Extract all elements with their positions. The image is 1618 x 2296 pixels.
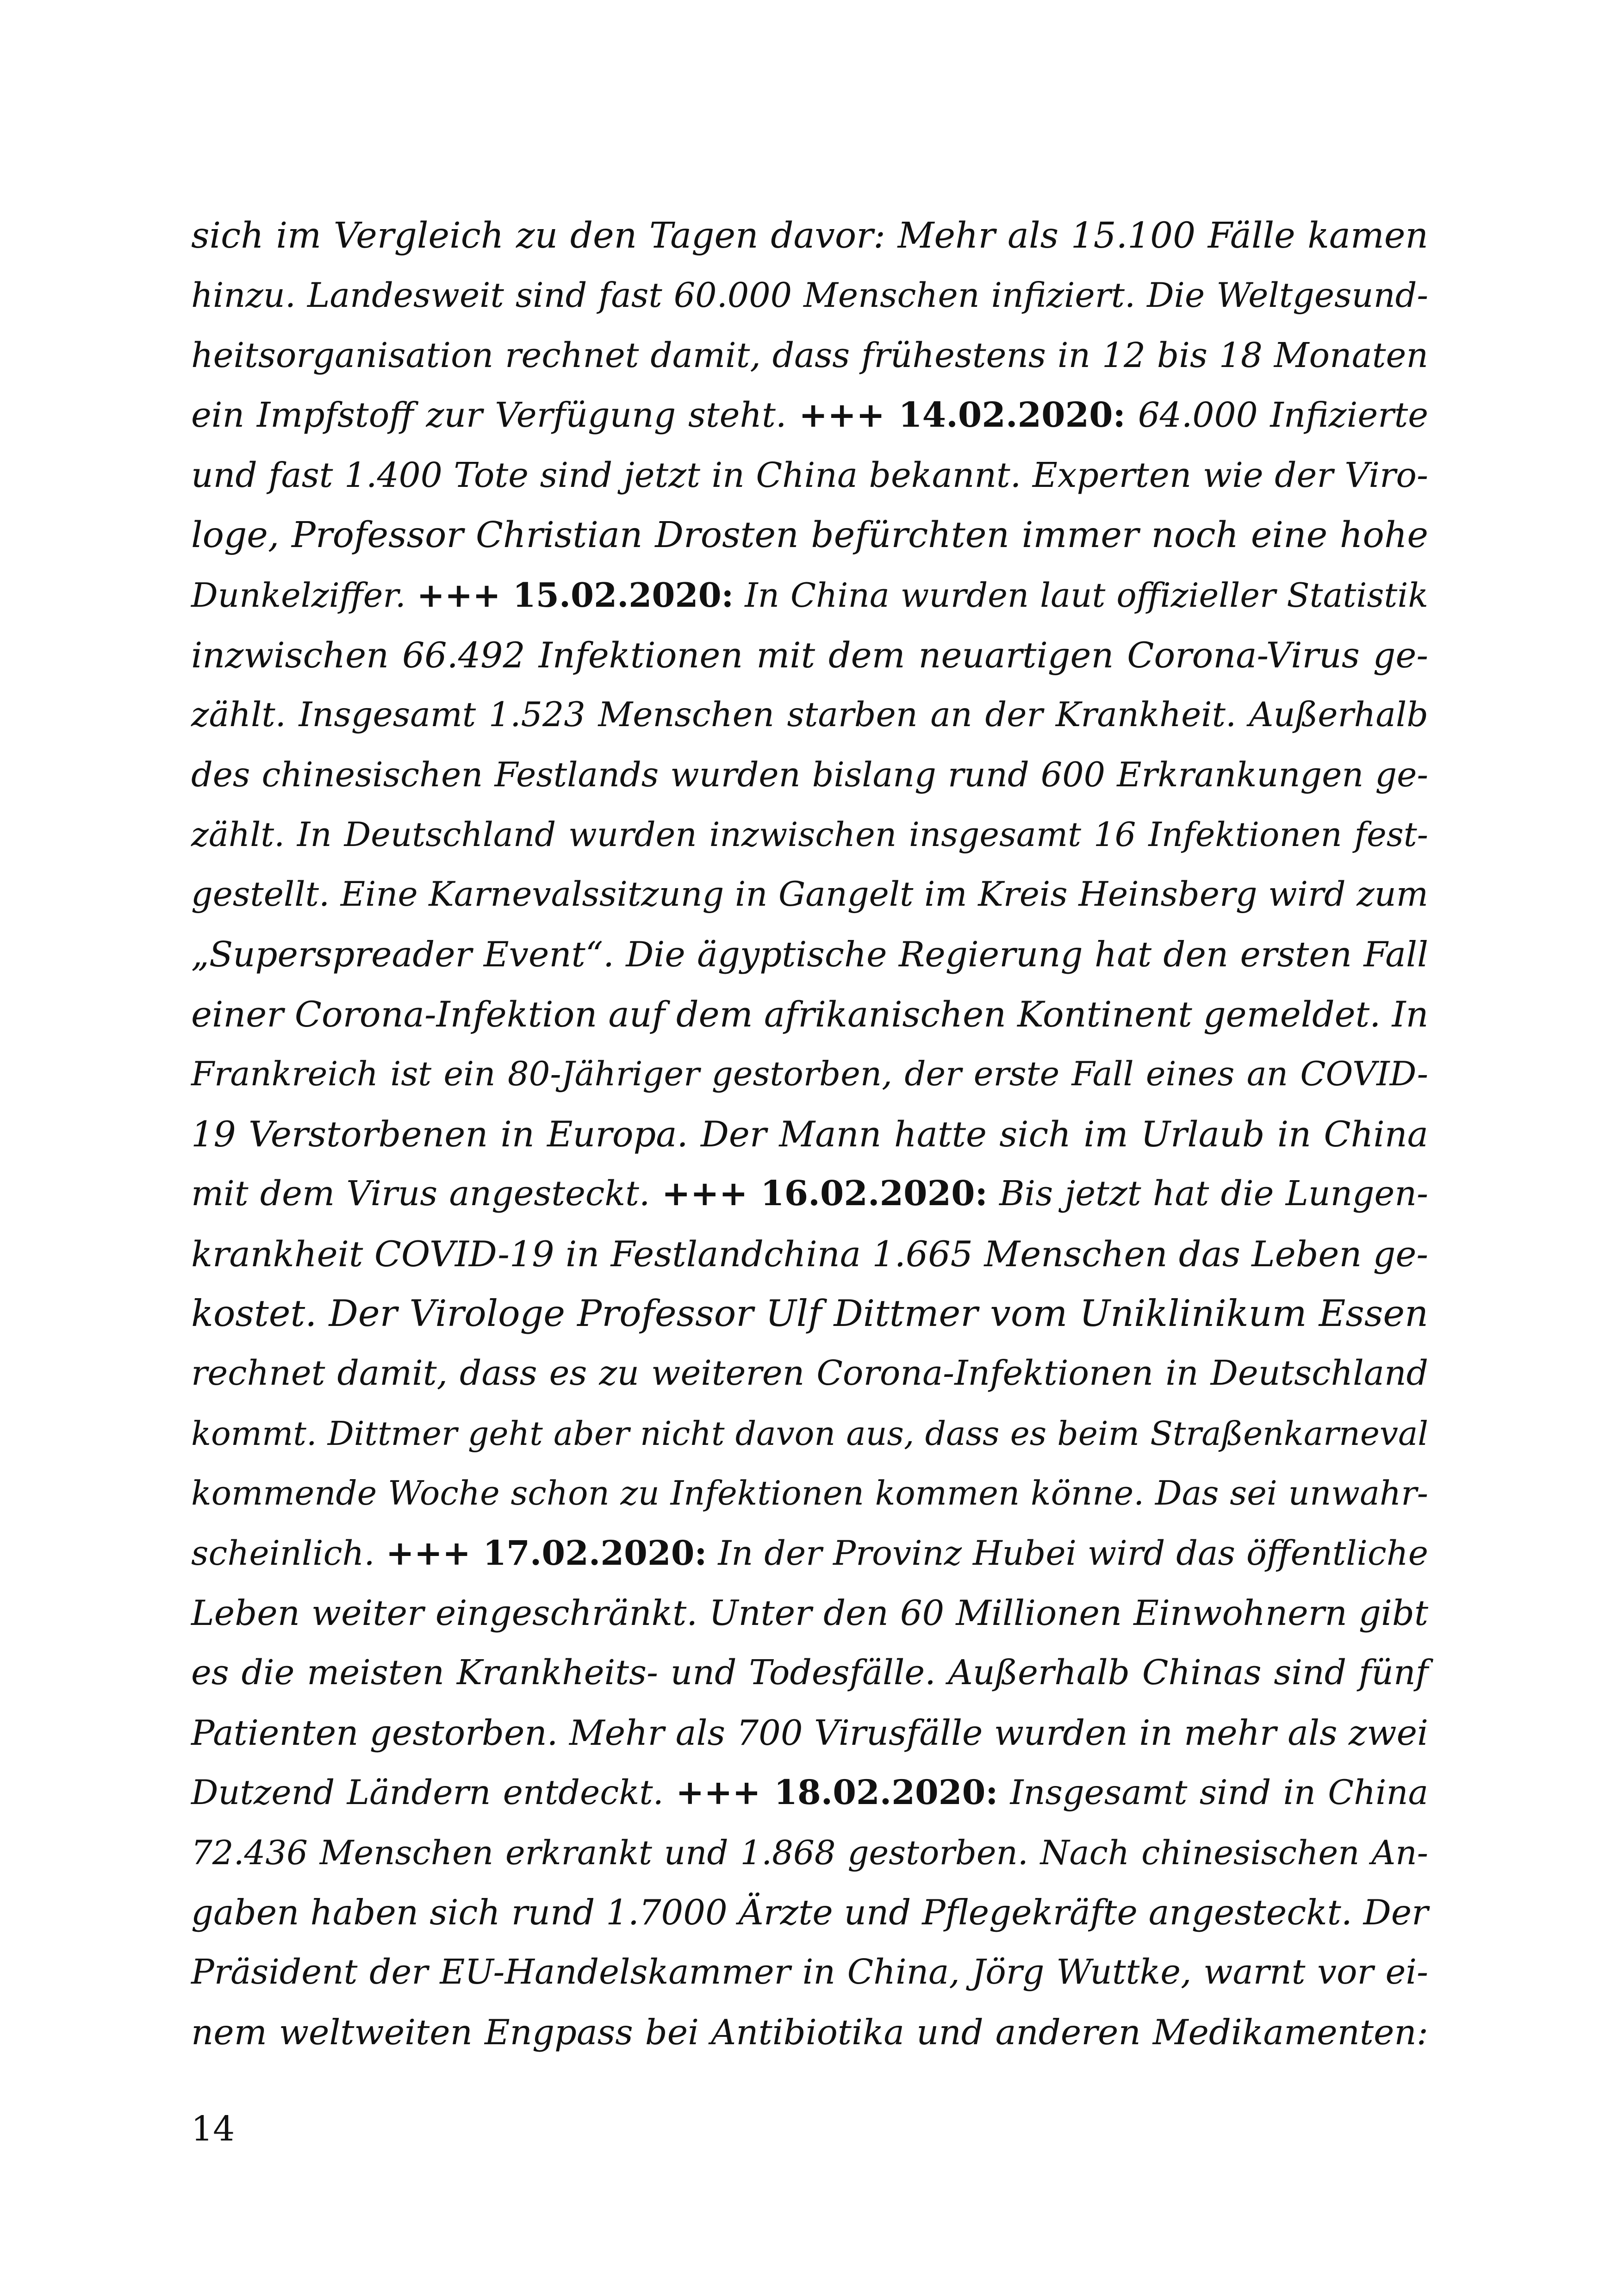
text-line xyxy=(191,1164,1428,1224)
text-line xyxy=(191,805,1428,865)
text-line xyxy=(191,266,1428,325)
text-segment: In China wurden laut offizieller Statistik xyxy=(734,576,1428,615)
date-marker: +++ 15.02.2020: xyxy=(417,575,734,615)
text-segment: hinzu. Landesweit sind fast 60.000 Menschen infiziert. Die Weltgesund- xyxy=(191,276,1428,316)
text-segment: ein Impfstoff zur Verfügung steht. xyxy=(191,395,799,436)
text-segment: und fast 1.400 Tote sind jetzt in China bekannt. Experten wie der Viro- xyxy=(191,455,1428,495)
text-segment: kostet. Der Virologe Professor Ulf Dittmer vom Uniklinikum Essen xyxy=(191,1292,1428,1335)
text-line xyxy=(191,1703,1428,1763)
text-segment: zählt. Insgesamt 1.523 Menschen starben an der Krankheit. Außerhalb xyxy=(191,695,1428,735)
text-segment: 19 Verstorbenen in Europa. Der Mann hatte sich im Urlaub in China xyxy=(191,1113,1428,1155)
text-line xyxy=(191,386,1428,445)
text-line xyxy=(191,505,1428,565)
text-line xyxy=(191,925,1428,984)
text-line xyxy=(191,1284,1428,1344)
body-text xyxy=(191,206,1428,2062)
text-segment: Frankreich ist ein 80-Jähriger gestorben, der erste Fall eines an COVID- xyxy=(191,1054,1428,1094)
text-line xyxy=(191,1044,1428,1104)
text-segment: kommende Woche schon zu Infektionen kommen könne. Das sei unwahr- xyxy=(191,1474,1428,1513)
text-segment: scheinlich. xyxy=(191,1533,386,1573)
text-segment: kommt. Dittmer geht aber nicht davon aus, dass es beim Straßenkarneval xyxy=(191,1414,1428,1453)
text-segment: des chinesischen Festlands wurden bislang rund 600 Erkrankungen ge- xyxy=(191,755,1428,795)
text-line xyxy=(191,1942,1428,2002)
text-line xyxy=(191,446,1428,505)
page-number: 14 xyxy=(191,2109,235,2149)
date-marker: +++ 18.02.2020: xyxy=(676,1773,998,1813)
text-line xyxy=(191,1583,1428,1643)
text-line xyxy=(191,1763,1428,1823)
text-segment: heitsorganisation rechnet damit, dass frühestens in 12 bis 18 Monaten xyxy=(191,335,1428,375)
text-segment: gestellt. Eine Karnevalssitzung in Gangelt im Kreis Heinsberg wird zum xyxy=(191,875,1428,915)
text-segment: Dunkelziffer. xyxy=(191,576,417,615)
text-segment: Insgesamt sind in China xyxy=(998,1773,1428,1813)
text-segment: mit dem Virus angesteckt. xyxy=(191,1174,662,1214)
text-segment: inzwischen 66.492 Infektionen mit dem neuartigen Corona-Virus ge- xyxy=(191,634,1428,676)
date-marker: +++ 14.02.2020: xyxy=(799,395,1126,436)
text-line xyxy=(191,984,1428,1044)
text-segment: es die meisten Krankheits- und Todesfälle. Außerhalb Chinas sind fünf xyxy=(191,1653,1428,1693)
date-marker: +++ 17.02.2020: xyxy=(386,1533,707,1573)
text-segment: Bis jetzt hat die Lungen- xyxy=(987,1174,1428,1214)
text-segment: loge, Professor Christian Drosten befürchten immer noch eine hohe xyxy=(191,514,1428,556)
text-segment: 72.436 Menschen erkrankt und 1.868 gestorben. Nach chinesischen An- xyxy=(191,1833,1428,1872)
text-line xyxy=(191,1463,1428,1523)
text-line xyxy=(191,565,1428,625)
text-line xyxy=(191,1883,1428,1942)
text-line xyxy=(191,326,1428,386)
text-line xyxy=(191,685,1428,745)
text-line xyxy=(191,1823,1428,1883)
text-segment: „Superspreader Event“. Die ägyptische Regierung hat den ersten Fall xyxy=(191,933,1428,975)
text-line xyxy=(191,1643,1428,1703)
text-line xyxy=(191,1404,1428,1463)
text-line xyxy=(191,625,1428,685)
text-segment: Präsident der EU-Handelskammer in China, Jörg Wuttke, warnt vor ei- xyxy=(191,1952,1428,1992)
text-line xyxy=(191,1524,1428,1583)
text-segment: krankheit COVID-19 in Festlandchina 1.665 Menschen das Leben ge- xyxy=(191,1233,1428,1275)
text-line xyxy=(191,1224,1428,1284)
text-segment: einer Corona-Infektion auf dem afrikanischen Kontinent gemeldet. In xyxy=(191,994,1429,1035)
text-line xyxy=(191,865,1428,924)
text-line xyxy=(191,1344,1428,1403)
date-marker: +++ 16.02.2020: xyxy=(661,1174,988,1214)
text-line xyxy=(191,1104,1428,1164)
text-segment: Leben weiter eingeschränkt. Unter den 60 Millionen Einwohnern gibt xyxy=(191,1592,1428,1633)
text-line xyxy=(191,206,1428,266)
text-segment: gaben haben sich rund 1.7000 Ärzte und Pflegekräfte angesteckt. Der xyxy=(191,1892,1428,1933)
text-line xyxy=(191,745,1428,805)
text-segment: zählt. In Deutschland wurden inzwischen insgesamt 16 Infektionen fest- xyxy=(191,815,1428,854)
text-segment: Patienten gestorben. Mehr als 700 Virusfälle wurden in mehr als zwei xyxy=(191,1712,1428,1753)
text-segment: nem weltweiten Engpass bei Antibiotika und anderen Medikamenten: xyxy=(191,2011,1428,2053)
text-segment: 64.000 Infizierte xyxy=(1125,395,1429,436)
text-segment: In der Provinz Hubei wird das öffentliche xyxy=(707,1533,1428,1573)
text-segment: Dutzend Ländern entdeckt. xyxy=(191,1773,676,1813)
text-segment: rechnet damit, dass es zu weiteren Corona-Infektionen in Deutschland xyxy=(191,1353,1428,1394)
text-line xyxy=(191,2003,1428,2062)
text-segment: sich im Vergleich zu den Tagen davor: Mehr als 15.100 Fälle kamen xyxy=(191,215,1428,256)
